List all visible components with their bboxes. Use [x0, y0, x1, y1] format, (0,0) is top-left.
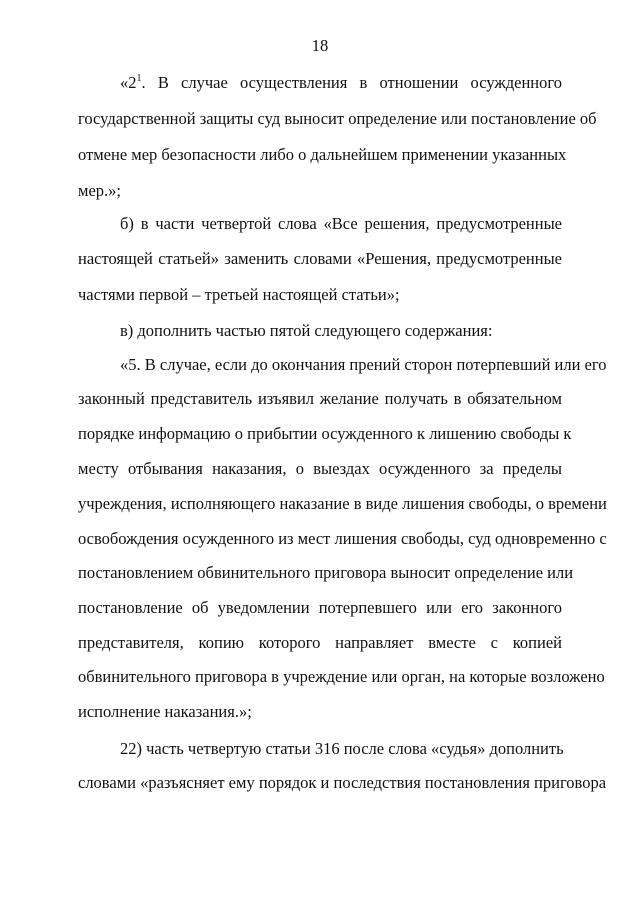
- text-line: отмене мер безопасности либо о дальнейшем применении указанных: [78, 145, 567, 164]
- text-line: словами «разъясняет ему порядок и последствия постановления приговора: [78, 773, 607, 792]
- text-fragment: «2: [120, 73, 137, 92]
- text-line: [120, 72, 562, 94]
- text-line: обвинительного приговора в учреждение или орган, на которые возложено: [78, 667, 605, 686]
- text-line: в) дополнить частью пятой следующего содержания:: [120, 321, 493, 340]
- text-line: порядке информацию о прибытии осужденного к лишению свободы к: [78, 424, 572, 443]
- text-line: постановление об уведомлении потерпевшего или его законного: [78, 598, 562, 617]
- text-line: «5. В случае, если до окончания прений сторон потерпевший или его: [120, 355, 607, 374]
- text-line: 22) часть четвертую статьи 316 после слова «судья» дополнить: [120, 739, 564, 758]
- text-line: освобождения осужденного из мест лишения свободы, суд одновременно с: [78, 529, 607, 548]
- page-number: 18: [311, 36, 329, 55]
- text-line: постановлением обвинительного приговора выносит определение или: [78, 563, 574, 582]
- text-line: настоящей статьей» заменить словами «Решения, предусмотренные: [78, 249, 562, 268]
- text-line: б) в части четвертой слова «Все решения, предусмотренные: [120, 214, 562, 233]
- text-line: мер.»;: [78, 181, 121, 200]
- text-fragment: . В случае осуществления в отношении осужденного: [141, 73, 562, 92]
- text-line: представителя, копию которого направляет вместе с копией: [78, 633, 562, 652]
- text-line: частями первой – третьей настоящей статьи»;: [78, 285, 400, 304]
- text-line: учреждения, исполняющего наказание в виде лишения свободы, о времени: [78, 494, 607, 513]
- text-line: исполнение наказания.»;: [78, 702, 252, 721]
- text-line: государственной защиты суд выносит определение или постановление об: [78, 109, 597, 128]
- superscript: 1: [136, 73, 142, 84]
- text-line: законный представитель изъявил желание получать в обязательном: [78, 389, 562, 408]
- text-line: месту отбывания наказания, о выездах осужденного за пределы: [78, 459, 562, 478]
